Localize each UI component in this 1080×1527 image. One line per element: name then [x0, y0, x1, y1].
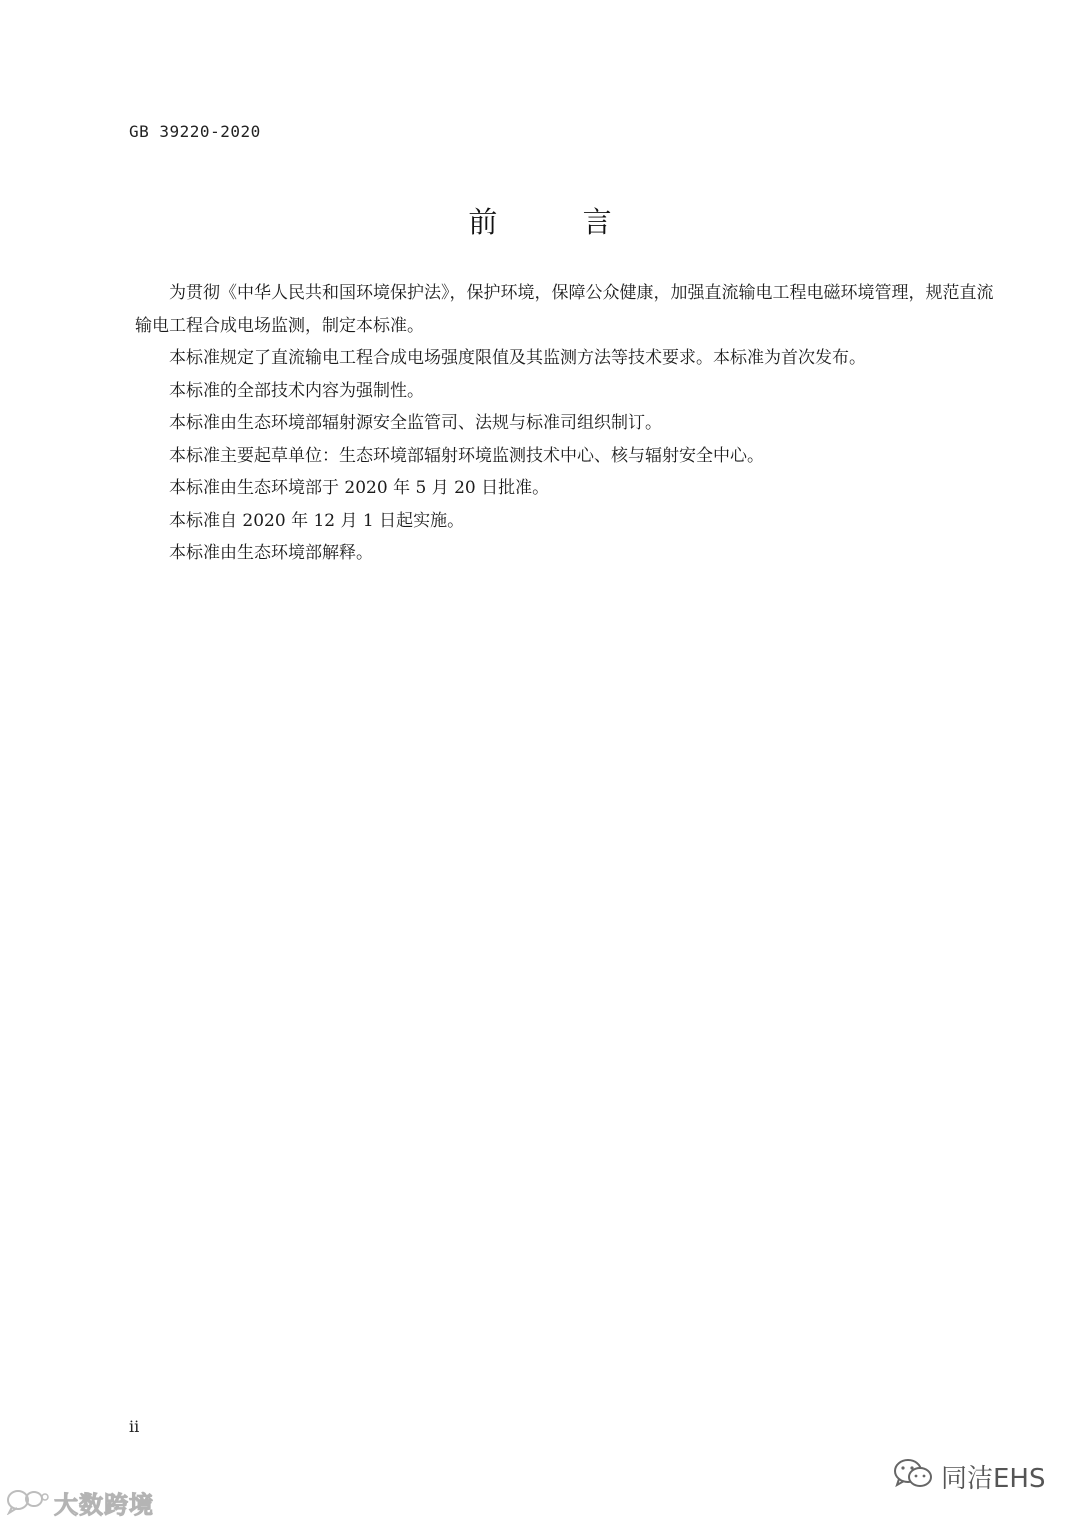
- page-title: 前 言: [468, 205, 650, 239]
- chat-bubbles-icon: [6, 1487, 50, 1519]
- preface-body: [135, 277, 995, 570]
- wechat-icon: [893, 1457, 933, 1495]
- paragraph-approval: 本标准由生态环境部于 2020 年 5 月 20 日批准。: [169, 478, 550, 498]
- paragraph-purpose: 为贯彻《中华人民共和国环境保护法》，保护环境，保障公众健康，加强直流输电工程电磁环境管理，规范直流输电工程合成电场监测，制定本标准。: [135, 283, 994, 336]
- paragraph-mandatory: 本标准的全部技术内容为强制性。: [169, 380, 424, 401]
- paragraph-drafters: 本标准主要起草单位：生态环境部辐射环境监测技术中心、核与辐射安全中心。: [169, 445, 764, 466]
- page-number: ii: [129, 1417, 140, 1436]
- watermark-left: [6, 1485, 154, 1520]
- watermark-right: [893, 1457, 1045, 1495]
- paragraph-organizer: 本标准由生态环境部辐射源安全监管司、法规与标准司组织制订。: [169, 413, 662, 433]
- paragraph-interpretation: 本标准由生态环境部解释。: [169, 543, 373, 563]
- watermark-right-text: 同洁EHS: [941, 1463, 1046, 1494]
- watermark-left-text: 大数跨境: [54, 1491, 154, 1519]
- paragraph-scope: 本标准规定了直流输电工程合成电场强度限值及其监测方法等技术要求。本标准为首次发布。: [169, 348, 866, 368]
- standard-code: GB 39220-2020: [129, 122, 261, 141]
- paragraph-effective: 本标准自 2020 年 12 月 1 日起实施。: [169, 510, 465, 531]
